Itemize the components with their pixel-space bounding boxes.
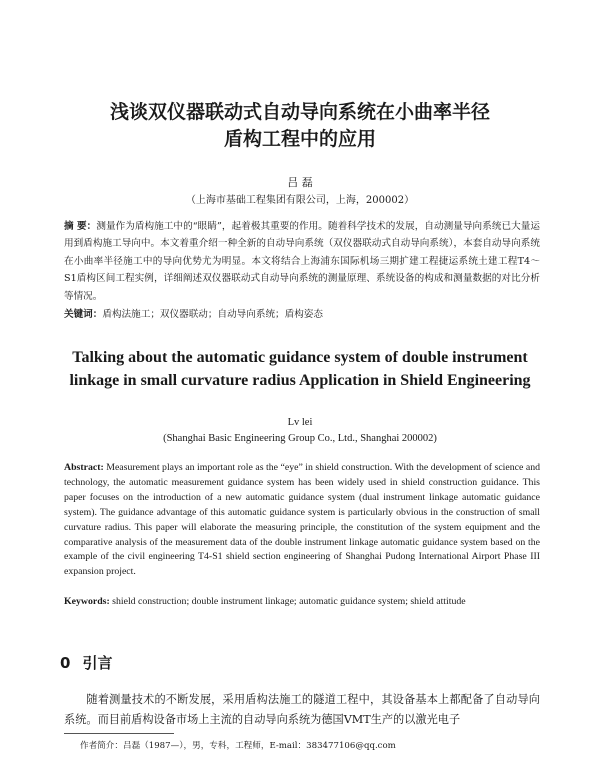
english-keywords-label: Keywords: [64, 596, 110, 607]
intro-paragraph: 随着测量技术的不断发展，采用盾构法施工的隧道工程中，其设备基本上都配备了自动导向系统。而目前盾构设备市场上主流的自动导向系统为德国VMT生产的以激光电子 [64, 693, 540, 726]
english-author: Lv lei [287, 417, 313, 428]
chinese-abstract-label: 摘 要： [64, 221, 97, 232]
footnote-divider [64, 733, 174, 734]
chinese-title-line-1: 浅谈双仪器联动式自动导向系统在小曲率半径 [109, 101, 490, 123]
section-number: 0 [60, 654, 71, 672]
author-footnote: 作者简介：吕磊（1987—），男，专科，工程师，E-mail：383477106@qq.com [80, 741, 396, 751]
section-heading [60, 652, 112, 673]
chinese-keywords [64, 308, 540, 322]
english-abstract-text: Measurement plays an important role as the “eye” in shield construction. With the development of science and technology, the automatic measurement guidance system has been widely used in shield construction guidance. This paper focuses on the introduction of a new automatic guidance system (dual instrument linkage automatic guidance system). The guidance advantage of this automatic guidance system is particularly obvious in the construction of small curvature radius. This paper will elaborate the measuring principle, the constitution of the system equipment and the comparative analysis of the measurement data of the double instrument linkage automatic guidance system based on the example of the civil engineering T4-S1 shield section engineering of Shanghai Pudong International Airport Phase III expansion project. [64, 462, 540, 578]
chinese-keywords-label: 关键词： [64, 309, 103, 320]
english-title-line-1: Talking about the automatic guidance system of double instrument [72, 349, 528, 366]
chinese-author: 吕 磊 [287, 176, 313, 189]
chinese-keywords-text: 盾构法施工；双仪器联动；自动导向系统；盾构姿态 [102, 309, 324, 320]
chinese-affiliation: （上海市基础工程集团有限公司，上海，200002） [185, 195, 415, 206]
english-keywords [64, 595, 540, 609]
chinese-abstract [64, 218, 540, 305]
chinese-abstract-text: 测量作为盾构施工中的“眼睛”，起着极其重要的作用。随着科学技术的发展，自动测量导向系统已大量运用到盾构施工导向中。本文着重介绍一种全新的自动导向系统（双仪器联动式自动导向系统），本套自动导向系统在小曲率半径施工中的导向优势尤为明显。本文将结合上海浦东国际机场三期扩建工程捷运系统土建工程T4～S1盾构区间工程实例，详细阐述双仪器联动式自动导向系统的测量原理、系统设备的构成和测量数据的对比分析等情况。 [64, 221, 540, 302]
english-abstract-label: Abstract: [64, 462, 104, 473]
english-abstract [64, 461, 540, 580]
section-title: 引言 [82, 654, 113, 672]
english-keywords-text: shield construction; double instrument linkage; automatic guidance system; shield attitude [109, 596, 466, 607]
english-affiliation: (Shanghai Basic Engineering Group Co., Ltd., Shanghai 200002) [163, 433, 437, 444]
english-title-line-2: linkage in small curvature radius Application in Shield Engineering [69, 372, 531, 389]
chinese-title-line-2: 盾构工程中的应用 [223, 128, 376, 150]
